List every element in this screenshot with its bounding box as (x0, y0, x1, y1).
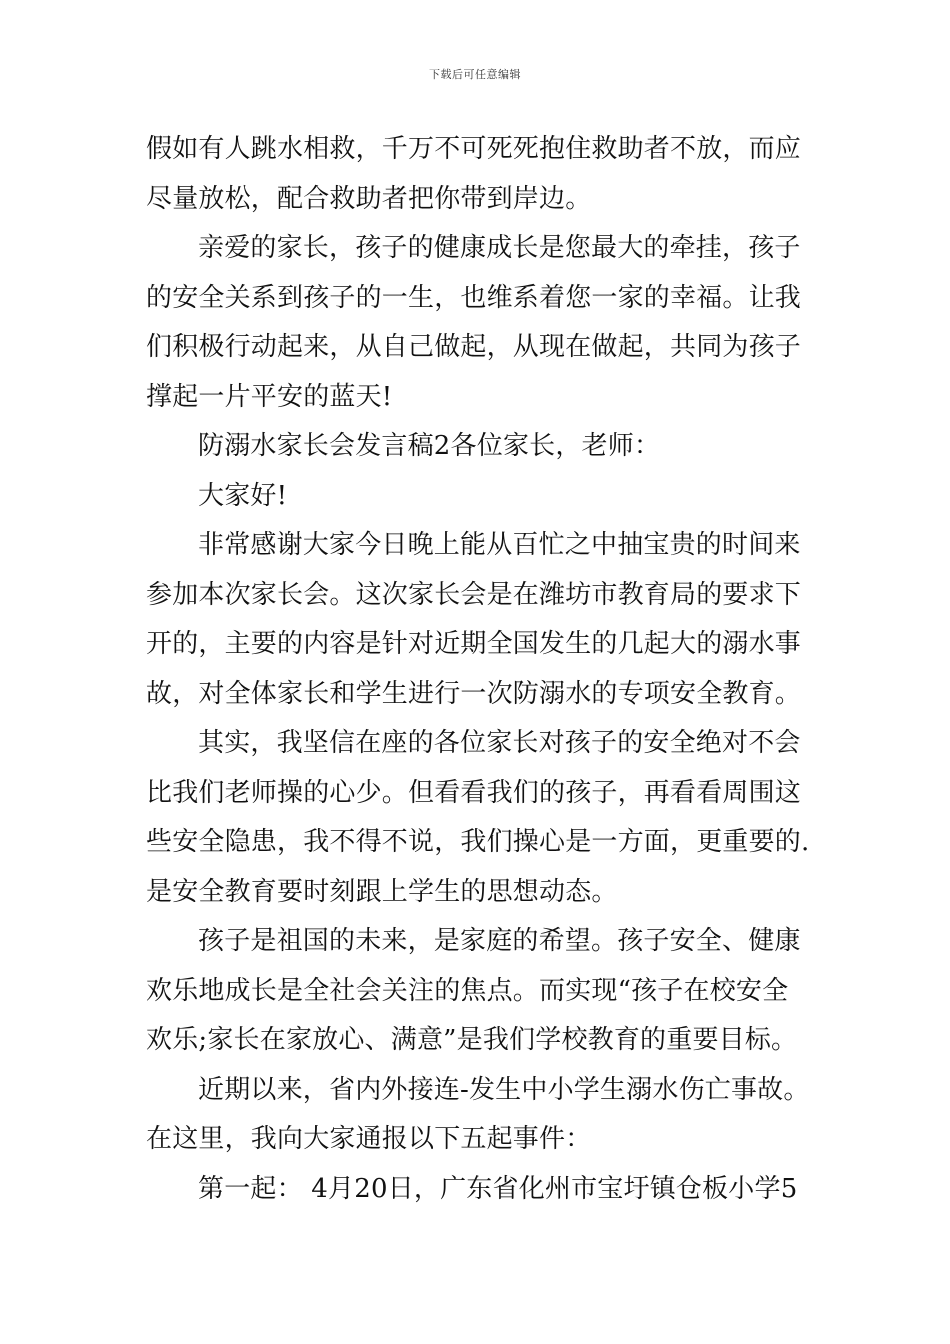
paragraph-speech-title (146, 422, 808, 472)
text-line: 在这里，我向大家通报以下五起事件： (146, 1124, 592, 1154)
text-line: 欢乐;家长在家放心、满意”是我们学校教育的重要目标。 (146, 1025, 798, 1055)
text-line: 尽量放松，配合救助者把你带到岸边。 (146, 183, 592, 214)
paragraph-greeting (146, 472, 808, 522)
paragraph-recent-incidents (146, 1066, 808, 1165)
paragraph-safety-concern (146, 719, 808, 917)
text-line: 防溺水家长会发言稿2各位家长，老师： (198, 431, 661, 461)
text-line: 近期以来，省内外接连-发生中小学生溺水伤亡事故。 (198, 1074, 810, 1105)
text-line: 欢乐地成长是全社会关注的焦点。而实现“孩子在校安全 (146, 975, 789, 1006)
page-header: 下载后可任意编辑 (429, 68, 521, 81)
text-line: 故，对全体家长和学生进行一次防溺水的专项安全教育。 (146, 678, 802, 709)
text-line: 非常感谢大家今日晚上能从百忙之中抽宝贵的时间来 (198, 530, 801, 560)
text-line: 假如有人跳水相救，千万不可死死抱住救助者不放，而应 (146, 134, 802, 164)
text-line: 大家好! (198, 480, 288, 511)
text-line: 开的，主要的内容是针对近期全国发生的几起大的溺水事 (146, 629, 802, 659)
paragraph-rescue-advice (146, 125, 808, 224)
text-line: 第一起： 4月20日，广东省化州市宝圩镇仓板小学5 (198, 1173, 798, 1204)
paragraph-first-incident (146, 1165, 808, 1215)
text-line: 的安全关系到孩子的一生，也维系着您一家的幸福。让我 (146, 282, 802, 313)
text-line: 们积极行动起来，从自己做起，从现在做起，共同为孩子 (146, 332, 802, 362)
text-line: 孩子是祖国的未来，是家庭的希望。孩子安全、健康 (198, 926, 801, 956)
text-line: 其实，我坚信在座的各位家长对孩子的安全绝对不会 (198, 728, 801, 758)
paragraph-dear-parents (146, 224, 808, 422)
text-line: 撑起一片平安的蓝天! (146, 381, 393, 412)
paragraph-thanks (146, 521, 808, 719)
document-body (146, 125, 808, 1214)
text-line: 亲爱的家长，孩子的健康成长是您最大的牵挂，孩子 (198, 233, 801, 263)
text-line: 是安全教育要时刻跟上学生的思想动态。 (146, 876, 618, 907)
text-line: 参加本次家长会。这次家长会是在潍坊市教育局的要求下 (146, 579, 802, 610)
paragraph-children-future (146, 917, 808, 1066)
text-line: 比我们老师操的心少。但看看我们的孩子，再看看周围这 (146, 777, 802, 808)
text-line: 些安全隐患，我不得不说，我们操心是一方面，更重要的. (146, 827, 810, 857)
